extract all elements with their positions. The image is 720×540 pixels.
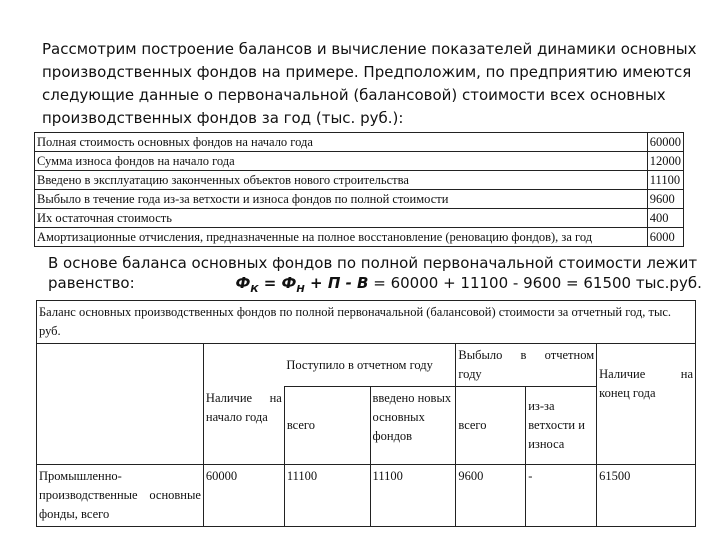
formula-fk: Ф: [235, 274, 251, 292]
formula-eq: =: [258, 274, 282, 292]
formula-line-1: В основе баланса основных фондов по полной первоначальной стоимости лежит: [48, 254, 698, 272]
table-row: [35, 152, 684, 171]
row-introduced: 11100: [370, 465, 456, 527]
row-received-total: 11100: [284, 465, 370, 527]
received-total-header: всего: [284, 387, 370, 465]
retired-total-header: всего: [456, 387, 526, 465]
retired-header: [456, 344, 597, 387]
end-word: Наличие: [599, 367, 646, 381]
table-row: [35, 228, 684, 247]
row-label: Сумма износа фондов на начало года: [35, 152, 648, 171]
formula-fn-sub: Н: [296, 284, 305, 295]
formula-fk-sub: К: [250, 284, 259, 295]
row-value: 9600: [647, 190, 683, 209]
formula-p: П: [327, 274, 341, 292]
retired-word: отчетном: [544, 348, 595, 362]
table-row: [37, 465, 696, 527]
row-label-line: фонды, всего: [39, 507, 110, 521]
source-data-table: [34, 132, 684, 247]
row-label-line: основные: [149, 488, 201, 502]
formula-result: = 60000 + 11100 - 9600 = 61500 тыс.руб.: [368, 274, 702, 292]
row-value: 400: [647, 209, 683, 228]
balance-caption: Баланс основных производственных фондов по полной первоначальной (балансовой) стоимости за отчетный год, тыс. руб.: [37, 301, 696, 344]
balance-table: [36, 300, 696, 527]
dilapidation-header: из-за ветхости и износа: [526, 387, 597, 465]
intro-line: Рассмотрим построение балансов и вычисление показателей динамики основных: [42, 40, 697, 58]
start-word: Наличие: [205, 390, 253, 405]
balance-formula: [48, 253, 702, 300]
end-word: на: [680, 367, 693, 381]
formula-line-2: [48, 273, 702, 300]
table-row: [35, 171, 684, 190]
row-label: Амортизационные отчисления, предназначенные на полное восстановление (реновацию фондов), за год: [35, 228, 648, 247]
formula-intro: равенство:: [48, 274, 135, 292]
retired-word: Выбыло: [458, 348, 503, 362]
row-label: Полная стоимость основных фондов на начало года: [35, 133, 648, 152]
row-label-line: производственные: [39, 488, 138, 502]
row-start-value: 60000: [203, 465, 284, 527]
formula-fn: Ф: [281, 274, 297, 292]
formula-expression: [235, 273, 701, 300]
retired-word: году: [458, 367, 482, 381]
start-word: начало года: [205, 409, 268, 424]
table-row: [35, 209, 684, 228]
row-end-value: 61500: [597, 465, 696, 527]
formula-plus: +: [304, 274, 328, 292]
intro-line: производственных фондов на примере. Предположим, по предприятию имеются: [42, 63, 692, 81]
formula-minus: -: [340, 274, 358, 292]
row-label-line: Промышленно-: [39, 469, 122, 483]
end-of-year-header: [597, 344, 696, 465]
start-word: на: [269, 390, 282, 405]
row-dilapidation: -: [526, 465, 597, 527]
row-value: 11100: [647, 171, 683, 190]
empty-header-cell: [37, 344, 204, 465]
row-label: Их остаточная стоимость: [35, 209, 648, 228]
intro-line: производственных фондов за год (тыс. руб.):: [42, 109, 404, 127]
formula-v: В: [357, 274, 369, 292]
table-row: [35, 190, 684, 209]
row-value: 60000: [647, 133, 683, 152]
row-label: [37, 465, 204, 527]
received-header: Поступило в отчетном году: [284, 344, 456, 387]
introduced-header: введено новых основных фондов: [370, 387, 456, 465]
row-label: Введено в эксплуатацию законченных объектов нового строительства: [35, 171, 648, 190]
row-value: 12000: [647, 152, 683, 171]
intro-line: следующие данные о первоначальной (балансовой) стоимости всех основных: [42, 86, 666, 104]
intro-paragraph: [42, 38, 697, 130]
table-row: [35, 133, 684, 152]
start-of-year-header: [203, 387, 284, 465]
row-label: Выбыло в течение года из-за ветхости и износа фондов по полной стоимости: [35, 190, 648, 209]
row-value: 6000: [647, 228, 683, 247]
end-word: конец года: [599, 386, 656, 400]
retired-word: в: [520, 348, 527, 362]
row-retired-total: 9600: [456, 465, 526, 527]
empty-header-cell: [203, 344, 284, 387]
